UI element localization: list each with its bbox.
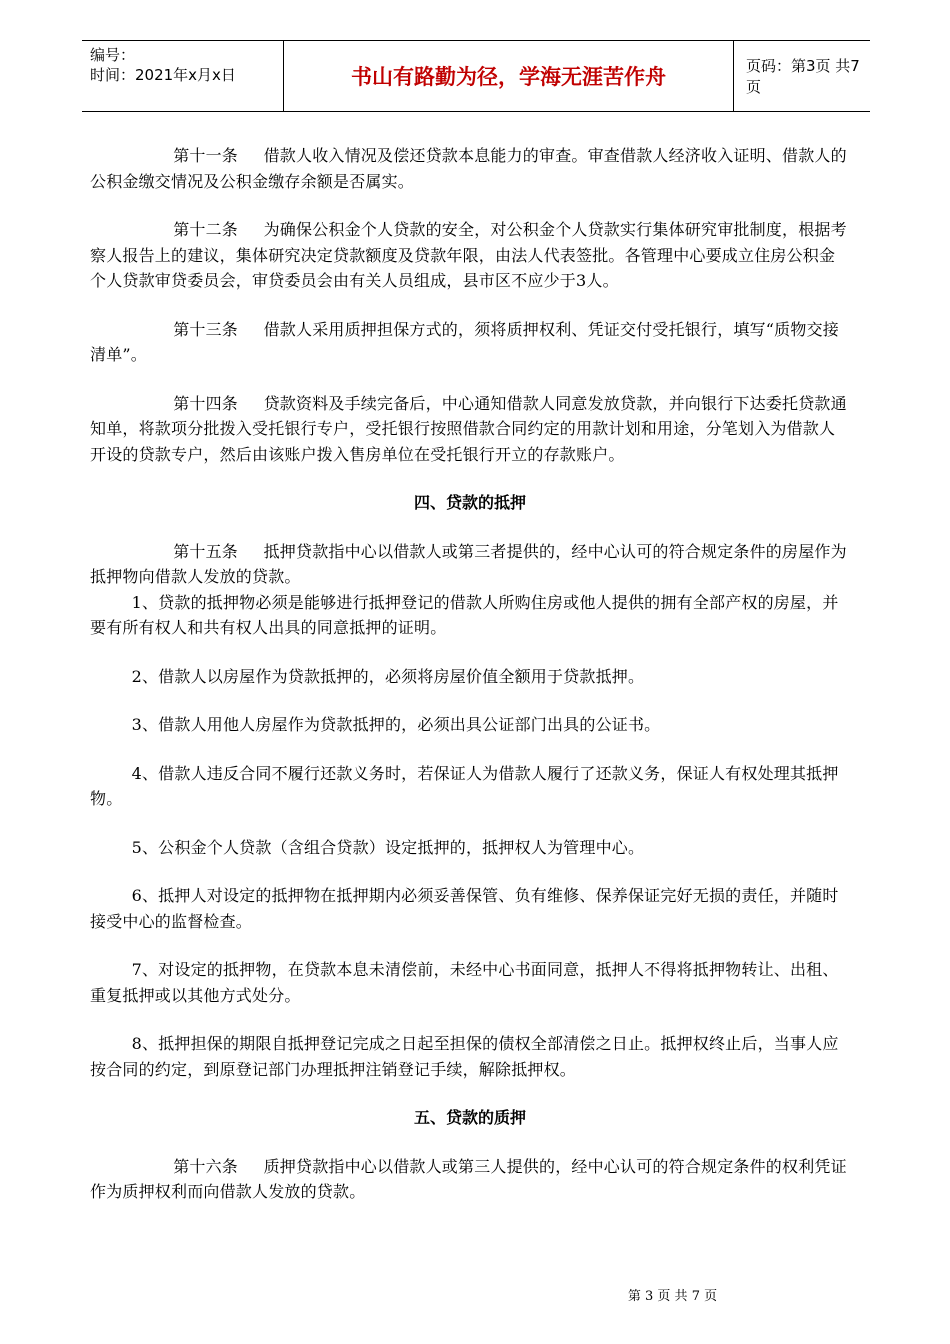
doc-date-label: 时间：2021年x月x日 bbox=[90, 66, 236, 84]
page-footer bbox=[0, 1285, 950, 1304]
article-number: 第十三条 bbox=[173, 319, 238, 339]
article-number: 第十四条 bbox=[173, 393, 238, 413]
mortgage-item: 6、抵押人对设定的抵押物在抵押期内必须妥善保管、负有维修、保养保证完好无损的责任，并随时接受中心的监督检查。 bbox=[90, 886, 839, 931]
article-text: 贷款资料及手续完备后，中心通知借款人同意发放贷款，并向银行下达委托贷款通知单，将款项分批拨入受托银行专户，受托银行按照借款合同约定的用款计划和用途，分笔划入为借款人开设的贷款专户，然后由该账户拨入售房单位在受托银行开立的存款账户。 bbox=[90, 393, 847, 464]
article-16 bbox=[90, 1154, 850, 1205]
footer-page-number: 第 3 页 共 7 页 bbox=[627, 1289, 718, 1304]
document-body bbox=[90, 143, 850, 1228]
article-number: 第十六条 bbox=[173, 1156, 238, 1176]
article-15 bbox=[90, 539, 850, 590]
page-header bbox=[82, 40, 870, 112]
article-number: 第十一条 bbox=[173, 146, 238, 165]
doc-number-label: 编号： bbox=[90, 46, 136, 64]
article-number: 第十二条 bbox=[173, 220, 238, 239]
article-text: 抵押贷款指中心以借款人或第三者提供的，经中心认可的符合规定条件的房屋作为抵押物向借款人发放的贷款。 bbox=[90, 541, 847, 586]
article-text: 借款人收入情况及偿还贷款本息能力的审查。审查借款人经济收入证明、借款人的公积金缴交情况及公积金缴存余额是否属实。 bbox=[90, 146, 847, 191]
article-text: 借款人采用质押担保方式的，须将质押权利、凭证交付受托银行，填写“质物交接清单”。 bbox=[90, 319, 839, 364]
article-number: 第十五条 bbox=[173, 541, 238, 561]
mortgage-item: 8、抵押担保的期限自抵押登记完成之日起至担保的债权全部清偿之日止。抵押权终止后，当事人应按合同的约定，到原登记部门办理抵押注销登记手续，解除抵押权。 bbox=[90, 1034, 839, 1079]
mortgage-item: 5、公积金个人贷款（含组合贷款）设定抵押的，抵押权人为管理中心。 bbox=[131, 837, 645, 857]
article-13 bbox=[90, 317, 850, 368]
header-motto: 书山有路勤为径，学海无涯苦作舟 bbox=[284, 41, 734, 111]
article-11 bbox=[90, 143, 850, 194]
mortgage-item: 1、贷款的抵押物必须是能够进行抵押登记的借款人所购住房或他人提供的拥有全部产权的房屋，并要有所有权人和共有权人出具的同意抵押的证明。 bbox=[90, 592, 839, 637]
section-heading-pledge: 五、贷款的质押 bbox=[413, 1108, 526, 1127]
mortgage-item: 4、借款人违反合同不履行还款义务时，若保证人为借款人履行了还款义务，保证人有权处理其抵押物。 bbox=[90, 763, 839, 808]
article-12 bbox=[90, 217, 850, 294]
section-heading-mortgage: 四、贷款的抵押 bbox=[413, 493, 526, 512]
mortgage-item: 3、借款人用他人房屋作为贷款抵押的，必须出具公证部门出具的公证书。 bbox=[131, 715, 661, 734]
article-text: 为确保公积金个人贷款的安全，对公积金个人贷款实行集体研究审批制度，根据考察人报告上的建议，集体研究决定贷款额度及贷款年限，由法人代表签批。各管理中心要成立住房公积金个人贷款审贷委员会，审贷委员会由有关人员组成，县市区不应少于3人。 bbox=[90, 220, 847, 290]
article-14 bbox=[90, 391, 850, 468]
mortgage-item: 7、对设定的抵押物，在贷款本息未清偿前，未经中心书面同意，抵押人不得将抵押物转让、出租、重复抵押或以其他方式处分。 bbox=[90, 960, 839, 1005]
header-page-info: 页码：第3页 共7页 bbox=[746, 57, 860, 96]
mortgage-item: 2、借款人以房屋作为贷款抵押的，必须将房屋价值全额用于贷款抵押。 bbox=[131, 666, 645, 686]
article-text: 质押贷款指中心以借款人或第三人提供的，经中心认可的符合规定条件的权利凭证作为质押权利而向借款人发放的贷款。 bbox=[90, 1156, 847, 1201]
header-meta bbox=[82, 41, 284, 111]
